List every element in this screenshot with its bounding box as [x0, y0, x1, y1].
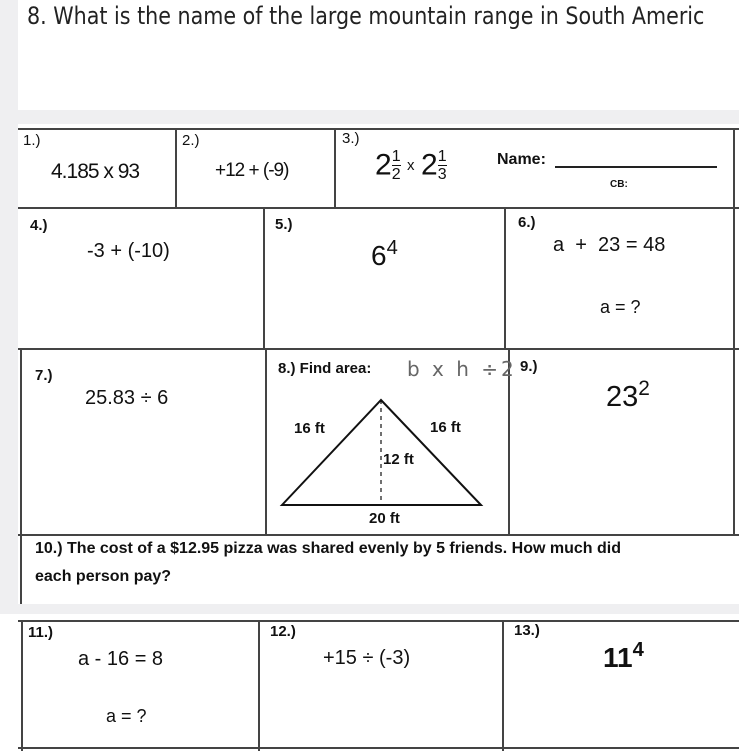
times-sign: x [407, 157, 415, 174]
problem-9-expression [606, 376, 650, 414]
problem-9-number: 9.) [520, 358, 538, 375]
grid-line [20, 348, 22, 604]
problem-6-question: a = ? [600, 297, 641, 317]
fraction-numerator: 1 [391, 148, 401, 165]
power-base: 6 [371, 240, 387, 271]
power-base: 23 [606, 381, 639, 413]
problem-12-expression: +15 ÷ (-3) [323, 647, 411, 669]
triangle-right-side-label: 16 ft [430, 419, 461, 436]
grid-line [265, 348, 267, 534]
grid-line [504, 207, 506, 348]
power-exponent: 4 [386, 236, 398, 259]
problem-1-number: 1.) [23, 132, 41, 149]
fraction [392, 148, 401, 183]
grid-line [733, 128, 735, 534]
mixed-number-whole: 2 [421, 148, 438, 182]
triangle-left-side-label: 16 ft [294, 420, 325, 437]
problem-10-line-2: each person pay? [35, 568, 172, 585]
problem-11-question: a = ? [106, 706, 147, 726]
problem-7-number: 7.) [35, 367, 53, 384]
problem-4-number: 4.) [30, 217, 48, 234]
power-exponent: 4 [632, 638, 644, 661]
problem-3-number: 3.) [342, 130, 360, 147]
grid-line [18, 620, 739, 622]
problem-2-number: 2.) [182, 132, 200, 149]
grid-line [258, 620, 260, 751]
problem-12-number: 12.) [270, 623, 296, 640]
triangle-diagram [273, 389, 498, 509]
problem-5-expression [371, 236, 398, 272]
problem-4-expression: -3 + (-10) [87, 240, 170, 262]
problem-10-line-1: 10.) The cost of a $12.95 pizza was shared evenly by 5 friends. How much did [35, 540, 621, 557]
fraction-numerator: 1 [437, 148, 447, 165]
problem-7-expression: 25.83 ÷ 6 [85, 387, 169, 409]
name-blank-line [555, 166, 717, 168]
problem-11-number: 11.) [28, 624, 54, 641]
grid-line [18, 534, 739, 536]
problem-3-expression [375, 148, 447, 183]
grid-line [502, 620, 504, 751]
problem-13-number: 13.) [514, 622, 540, 639]
grid-line [175, 128, 177, 207]
cb-label: CB: [610, 179, 628, 190]
fraction-denominator: 2 [391, 166, 401, 183]
grid-line [18, 207, 739, 209]
grid-line [18, 128, 739, 130]
problem-1-expression: 4.185 x 93 [51, 160, 140, 183]
problem-2-expression: +12 + (-9) [215, 160, 289, 181]
grid-line [21, 620, 23, 751]
question-card [18, 0, 739, 110]
problem-6-number: 6.) [518, 214, 536, 231]
mixed-number-whole: 2 [375, 148, 392, 182]
worksheet-image [18, 124, 739, 604]
worksheet-bottom [0, 614, 739, 751]
handwritten-formula: b x h ÷2 [407, 357, 517, 381]
grid-line [263, 207, 265, 348]
grid-line [334, 128, 336, 207]
grid-line [18, 747, 739, 749]
grid-line [18, 348, 739, 350]
triangle-base-label: 20 ft [369, 510, 400, 527]
triangle-height-label: 12 ft [383, 451, 414, 468]
question-text: 8. What is the name of the large mountain range in South Americ [27, 2, 705, 30]
power-base: 11 [603, 642, 633, 673]
power-exponent: 2 [638, 376, 650, 400]
problem-13-expression [603, 638, 644, 674]
fraction [438, 148, 447, 183]
name-label: Name: [497, 151, 546, 168]
problem-6-equation: a + 23 = 48 [553, 234, 666, 256]
problem-5-number: 5.) [275, 216, 293, 233]
problem-11-equation: a - 16 = 8 [78, 648, 164, 670]
fraction-denominator: 3 [437, 166, 447, 183]
problem-8-title: 8.) Find area: [278, 360, 372, 377]
